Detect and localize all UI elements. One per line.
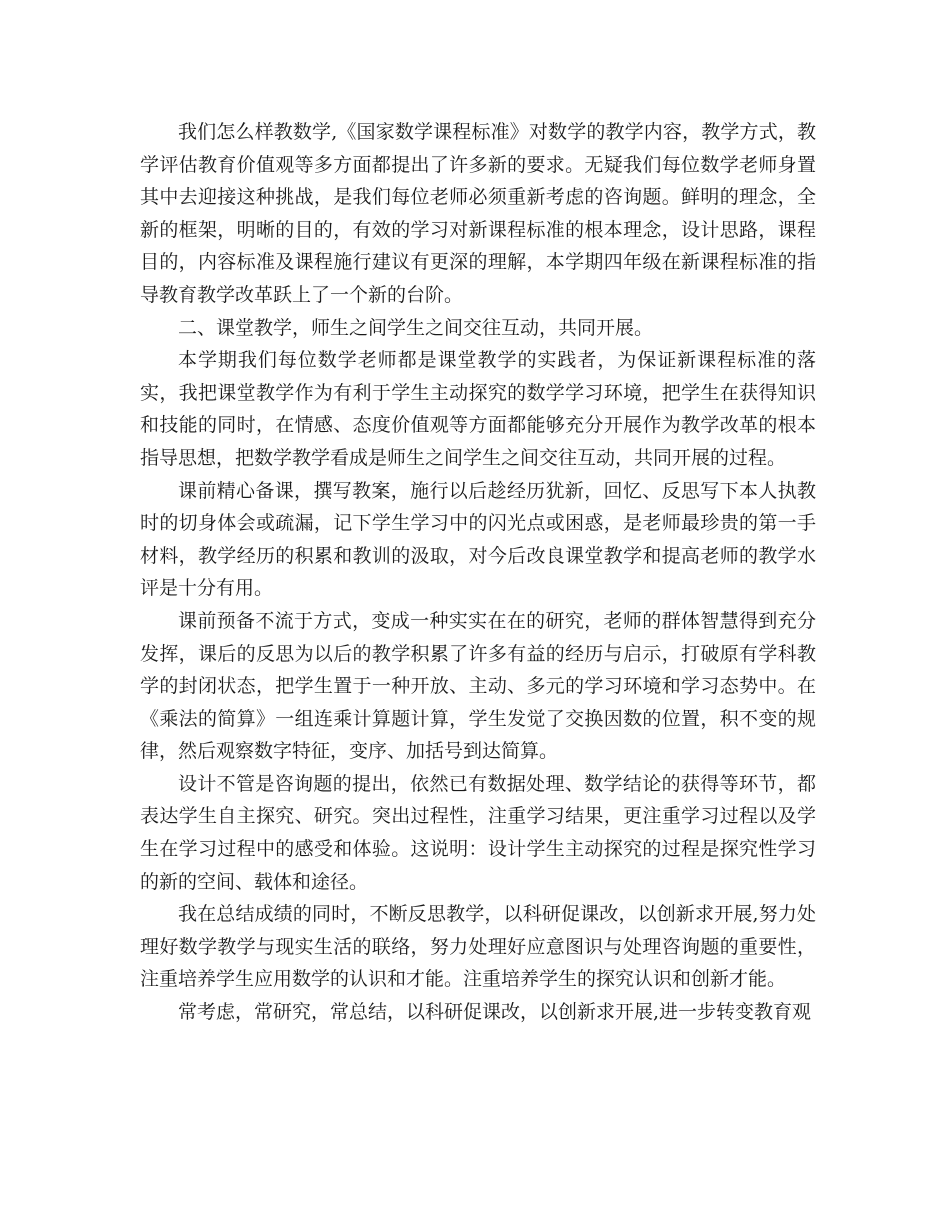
paragraph: 常考虑，常研究，常总结，以科研促课改，以创新求开展,进一步转变教育观 xyxy=(178,1001,812,1024)
paragraph: 课前预备不流于方式，变成一种实实在在的研究，老师的群体智慧得到充分发挥，课后的反思为以后的教学积累了许多有益的经历与启示，打破原有学科教学的封闭状态，把学生置于一种开放、主动、多元的学习环境和学习态势中。在《乘法的简算》一组连乘计算题计算，学生发觉了交换因数的位置，积不变的规律，然后观察数字特征，变序、加括号到达简算。 xyxy=(140,609,816,763)
paragraph: 课前精心备课，撰写教案，施行以后趁经历犹新，回忆、反思写下本人执教时的切身体会或疏漏，记下学生学习中的闪光点或困惑，是老师最珍贵的第一手材料，教学经历的积累和教训的汲取，对今后改良课堂教学和提高老师的教学水评是十分有用。 xyxy=(140,479,816,600)
paragraph: 设计不管是咨询题的提出，依然已有数据处理、数学结论的获得等环节，都表达学生自主探究、研究。突出过程性，注重学习结果，更注重学习过程以及学生在学习过程中的感受和体验。这说明：设计学生主动探究的过程是探究性学习的新的空间、载体和途径。 xyxy=(140,772,816,893)
paragraph: 我们怎么样教数学,《国家数学课程标准》对数学的教学内容，教学方式，教学评估教育价值观等多方面都提出了许多新的要求。无疑我们每位数学老师身置其中去迎接这种挑战，是我们每位老师必须重新考虑的咨询题。鲜明的理念，全新的框架，明晰的目的，有效的学习对新课程标准的根本理念，设计思路，课程目的，内容标准及课程施行建议有更深的理解，本学期四年级在新课程标准的指导教育教学改革跃上了一个新的台阶。 xyxy=(140,121,816,306)
paragraph: 本学期我们每位数学老师都是课堂教学的实践者，为保证新课程标准的落实，我把课堂教学作为有利于学生主动探究的数学学习环境，把学生在获得知识和技能的同时，在情感、态度价值观等方面都能够充分开展作为教学改革的根本指导思想，把数学教学看成是师生之间学生之间交往互动，共同开展的过程。 xyxy=(140,349,816,469)
document-body xyxy=(140,116,816,1029)
section-heading: 二、课堂教学，师生之间学生之间交往互动，共同开展。 xyxy=(178,316,654,339)
paragraph: 我在总结成绩的同时，不断反思教学，以科研促课改，以创新求开展,努力处理好数学教学与现实生活的联络，努力处理好应意图识与处理咨询题的重要性，注重培养学生应用数学的认识和才能。注重培养学生的探究认识和创新才能。 xyxy=(140,903,816,991)
